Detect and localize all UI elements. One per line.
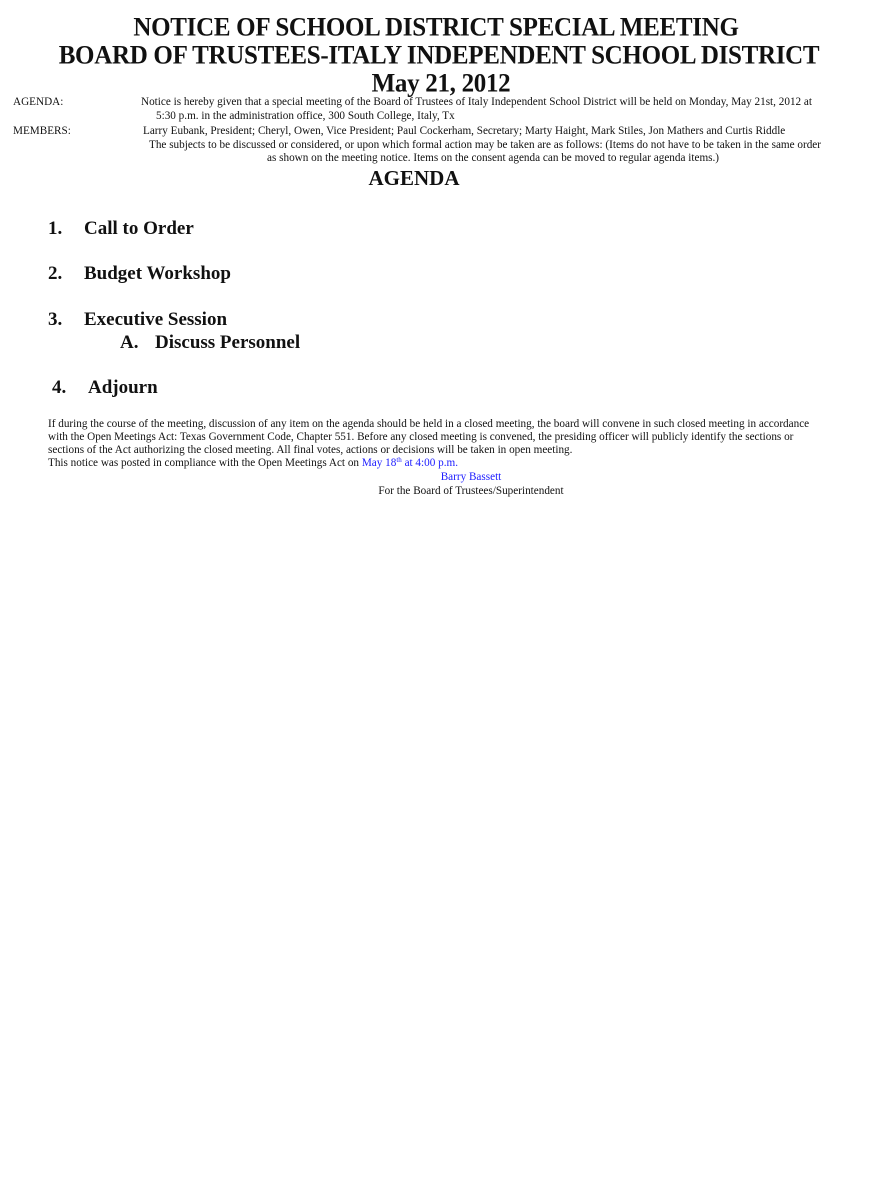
agenda-item <box>48 218 194 240</box>
closed-meeting-text-line-2: with the Open Meetings Act: Texas Government Code, Chapter 551. Before any closed meeting is convened, the presiding officer will publicly identify the sections or <box>48 431 794 443</box>
notice-text-line-2: 5:30 p.m. in the administration office, 300 South College, Italy, Tx <box>156 110 455 122</box>
posting-date <box>362 457 458 469</box>
agenda-item-label: Executive Session <box>84 309 228 330</box>
agenda-item-label: Budget Workshop <box>84 263 231 284</box>
agenda-item-number: 1. <box>48 218 63 239</box>
subjects-text-line-2: as shown on the meeting notice. Items on the consent agenda can be moved to regular agenda items.) <box>267 152 720 164</box>
agenda-label: AGENDA: <box>13 96 64 108</box>
posting-date-suffix: th <box>396 456 402 464</box>
agenda-item <box>48 263 231 285</box>
agenda-item <box>48 309 227 331</box>
notice-text-line-1: Notice is hereby given that a special meeting of the Board of Trustees of Italy Independent School District will be held on Monday, May 21st, 2012 at <box>141 96 813 108</box>
posting-date-text: May 18 <box>361 457 397 469</box>
closed-meeting-text-line-3: sections of the Act authorizing the closed meeting. All final votes, actions or decisions will be taken in open meeting. <box>48 444 573 456</box>
posting-notice-prefix: This notice was posted in compliance with the Open Meetings Act on <box>48 457 362 469</box>
agenda-item <box>52 377 158 399</box>
agenda-item-number: 3. <box>48 309 63 330</box>
posting-notice <box>48 457 458 469</box>
agenda-subitem-label: Discuss Personnel <box>155 332 301 353</box>
notice-title: NOTICE OF SCHOOL DISTRICT SPECIAL MEETING <box>133 13 739 42</box>
agenda-item-label: Adjourn <box>88 377 158 398</box>
closed-meeting-text-line-1: If during the course of the meeting, discussion of any item on the agenda should be held in a closed meeting, the board will convene in such closed meeting in accordance <box>48 418 810 430</box>
meeting-date: May 21, 2012 <box>371 69 511 98</box>
agenda-item-number: 4. <box>52 377 67 398</box>
agenda-subitem <box>120 332 300 354</box>
agenda-item-label: Call to Order <box>84 218 194 239</box>
subjects-text-line-1: The subjects to be discussed or considered, or upon which formal action may be taken are as follows: (Items do not have to be taken in the same order <box>149 139 821 151</box>
signer-title: For the Board of Trustees/Superintendent <box>378 485 564 497</box>
agenda-subitem-letter: A. <box>120 332 139 353</box>
members-list: Larry Eubank, President; Cheryl, Owen, Vice President; Paul Cockerham, Secretary; Marty Haight, Mark Stiles, Jon Mathers and Curtis Riddle <box>143 125 786 137</box>
posting-time: at 4:00 p.m. <box>401 457 459 469</box>
signer-name: Barry Bassett <box>440 471 502 483</box>
members-label: MEMBERS: <box>13 125 71 137</box>
board-title: BOARD OF TRUSTEES-ITALY INDEPENDENT SCHOOL DISTRICT <box>58 41 820 70</box>
agenda-heading: AGENDA <box>368 166 460 190</box>
agenda-item-number: 2. <box>48 263 63 284</box>
